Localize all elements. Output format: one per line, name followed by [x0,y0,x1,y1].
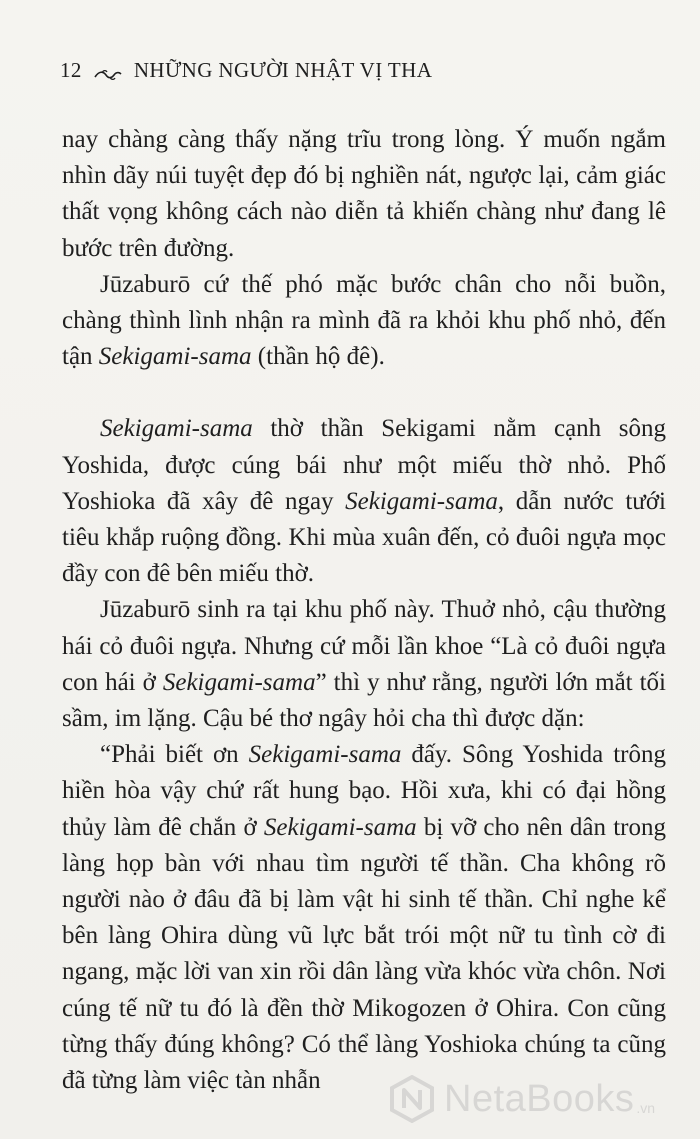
running-title: NHỮNG NGƯỜI NHẬT VỊ THA [133,57,433,82]
paragraph [62,122,666,267]
text-run: thờ thần Sekigami nằm cạnh sông Yoshida, được cúng bái như một miếu thờ nhỏ. Phố Yoshioka đã xây đê ngay [62,415,666,515]
body-text [62,122,666,1099]
paragraph [62,267,666,376]
text-run: “Phải biết ơn [100,741,249,769]
netabooks-logo-icon [388,1075,436,1123]
text-run: ” thì y như rằng, người lớn mắt tối sầm, im lặng. Cậu bé thơ ngây hỏi cha thì được dặn: [62,668,666,733]
italic-term: Sekigami-sama [263,813,417,841]
italic-term: Sekigami-sama [100,415,253,443]
text-run: bị vỡ cho nên dân trong làng họp bàn với nhau tìm người tế thần. Cha không rõ người nào ở đâu đã bị làm vật hi sinh tế thần. Chỉ nghe kể bên làng Ohira dùng vũ lực bắt trói một nữ tu tình cờ đi ngang, mặc lời van xin rồi dân làng vừa khóc vừa chôn. Nơi cúng tế nữ tu đó là đền thờ Mikogozen ở Ohira. Con cũng từng thấy đúng không? Có thể làng Yoshioka chúng ta cũng đã từng làm việc tàn nhẫn [62,813,666,1095]
watermark-suffix: .vn [636,1100,656,1116]
text-run: Jūzaburō cứ thế phó mặc bước chân cho nỗi buồn, chàng thình lình nhận ra mình đã ra khỏi khu phố nhỏ, đến tận [62,270,666,371]
text-run: Jūzaburō sinh ra tại khu phố này. Thuở nhỏ, cậu thường hái cỏ đuôi ngựa. Nhưng cứ mỗi lần khoe “Là cỏ đuôi ngựa con hái ở [62,596,666,696]
paragraph [62,592,666,737]
paragraph [62,737,666,1099]
page-number: 12 [60,57,82,82]
leaf-flourish-icon [94,63,122,77]
italic-term: Sekigami-sama [248,741,402,769]
paragraph [62,411,666,592]
watermark [388,1069,688,1129]
text-run: (thần hộ đê). [251,343,385,371]
italic-term: Sekigami-sama [345,487,498,515]
watermark-text: NetaBooks [444,1077,635,1120]
running-header [60,56,660,84]
text-run: đấy. Sông Yoshida trông hiền hòa vậy chứ rất hung bạo. Hồi xưa, khi có đại hồng thủy làm đê chắn ở [62,741,666,841]
italic-term: Sekigami-sama [98,343,252,371]
text-run: nay chàng càng thấy nặng trĩu trong lòng. Ý muốn ngắm nhìn dãy núi tuyệt đẹp đó bị nghiền nát, ngược lại, cảm giác thất vọng không cách nào diễn tả khiến chàng như đang lê bước trên đường. [62,126,666,262]
text-run: , dẫn nước tưới tiêu khắp ruộng đồng. Khi mùa xuân đến, cỏ đuôi ngựa mọc đầy con đê bên miếu thờ. [62,487,666,588]
italic-term: Sekigami-sama [162,668,316,696]
